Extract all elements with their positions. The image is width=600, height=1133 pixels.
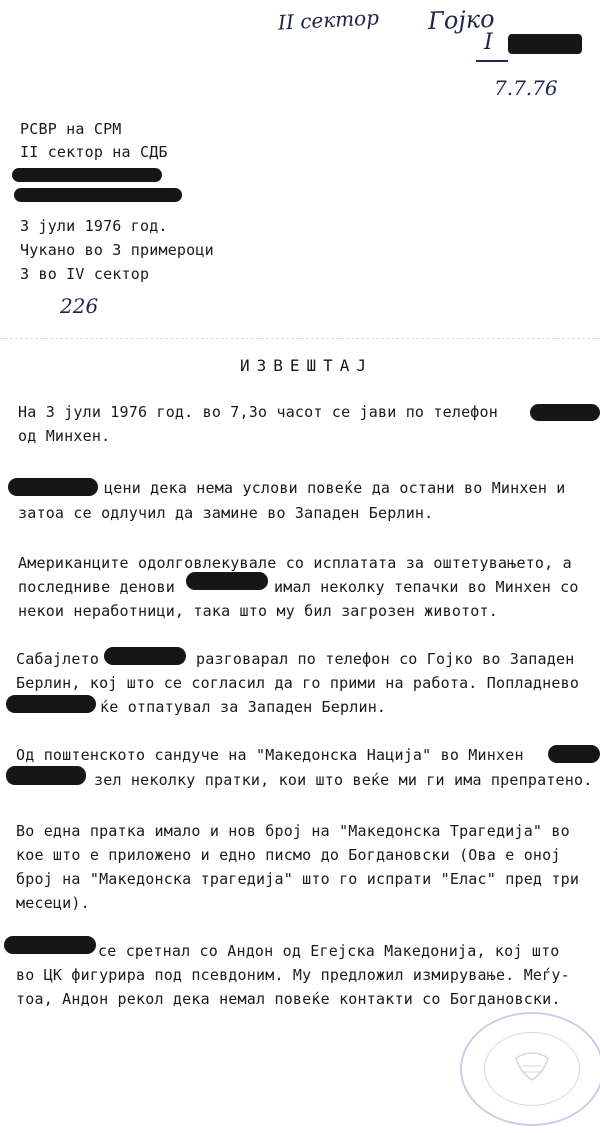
redaction-box [508, 34, 582, 54]
paragraph-line: разговарал по телефон со Гојко во Западен [196, 650, 575, 668]
paragraph-line: број на "Македонска трагедија" што го испрати "Елас" пред три [16, 870, 580, 888]
paragraph-line: Од поштенското сандуче на "Македонска Нација" во Минхен [16, 746, 524, 764]
redaction-box [186, 572, 268, 590]
paragraph-line: На 3 јули 1976 год. во 7,3о часот се јави по телефон [18, 403, 498, 421]
redaction-box [12, 168, 162, 182]
redaction-box [4, 936, 96, 954]
paragraph-line: од Минхен. [18, 427, 111, 445]
paragraph-line: Во една пратка имало и нов број на "Македонска Трагедија" во [16, 822, 570, 840]
paragraph-line: Американците одолговлекувале со исплатата за оштетувањето, а [18, 554, 572, 572]
paragraph-line: тоа, Андон рекол дека немал повеќе контакти со Богдановски. [16, 990, 561, 1008]
paragraph-line: имал неколку тепачки во Минхен со [274, 578, 579, 596]
paragraph-line: последниве денови [18, 578, 175, 596]
underline-mark [476, 60, 508, 62]
redaction-box [6, 695, 96, 713]
paragraph-line: месеци). [16, 894, 90, 912]
paragraph-line: во ЦК фигурира под псевдоним. Му предложил измирување. Меѓу- [16, 966, 570, 984]
copies-note: Чукано во 3 примероци [20, 241, 214, 259]
redaction-box [8, 478, 98, 496]
paragraph-line: Сабајлето [16, 650, 100, 668]
paragraph-line: затоа се одлучил да замине во Западен Берлин. [18, 504, 434, 522]
header-line-1: РСВР на СРМ [20, 120, 122, 138]
redaction-box [14, 188, 182, 202]
handwritten-name: Гојко [427, 4, 496, 36]
handwritten-number: 226 [60, 294, 99, 318]
paragraph-line: кое што е приложено и едно писмо до Богдановски (Ова е оној [16, 846, 561, 864]
document-date: 3 јули 1976 год. [20, 217, 168, 235]
document-title: ИЗВЕШТАЈ [240, 356, 374, 375]
redaction-box [548, 745, 600, 763]
stamp-emblem-icon [462, 1014, 600, 1124]
handwritten-mark: I [484, 30, 493, 55]
redaction-box [530, 404, 600, 421]
distribution-note: 3 во IV сектор [20, 265, 150, 283]
paragraph-line: се сретнал со Андон од Егејска Македонија, кој што [98, 942, 560, 960]
paragraph-line: Берлин, кој што се согласил да го прими на работа. Попладнево [16, 674, 580, 692]
redaction-box [104, 647, 186, 665]
handwritten-routing: II сектор [277, 5, 380, 35]
paragraph-line: некои неработници, така што му бил загрозен животот. [18, 602, 498, 620]
official-stamp [460, 1012, 600, 1126]
paragraph-line: ќе отпатувал за Западен Берлин. [100, 698, 387, 716]
fold-line [0, 338, 600, 339]
paragraph-line: зел неколку пратки, кои што веќе ми ги има препратено. [94, 771, 593, 789]
paragraph-line: цени дека нема услови повеќе да остани во Минхен и [104, 479, 566, 497]
header-line-2: II сектор на СДБ [20, 143, 168, 161]
redaction-box [6, 766, 86, 785]
handwritten-date: 7.7.76 [494, 76, 558, 100]
